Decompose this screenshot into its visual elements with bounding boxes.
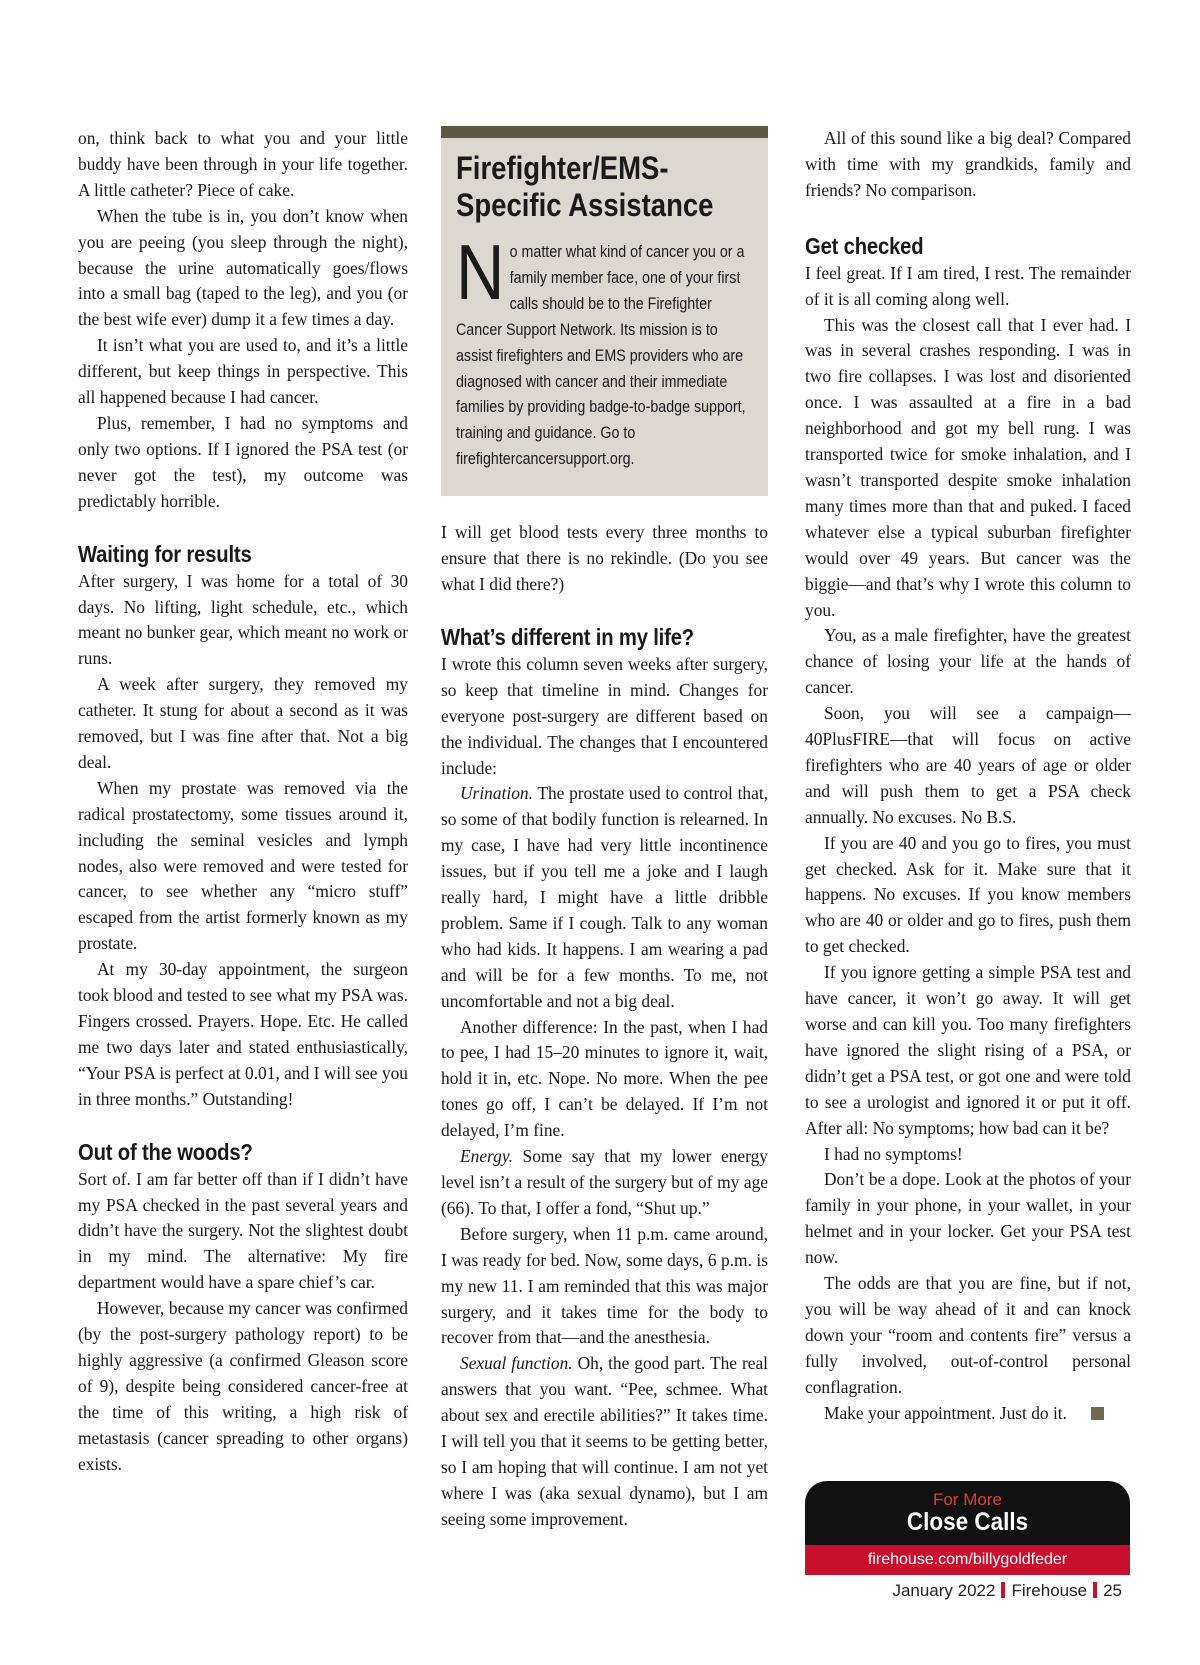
drop-cap: N [456,228,505,316]
end-mark-icon [1091,1407,1104,1420]
sidebar-text: o matter what kind of cancer you or a family member face, one of your first calls should be to the Firefighter Cancer Support Network. Its mission is to assist firefighters and EMS providers who are diagnosed with cancer and their immediate families by providing badge-to-badge support, training and guidance. Go to firefightercancersupport.org. [456,242,746,469]
subheading-waiting-for-results: Waiting for results [78,540,252,567]
page-footer [892,1581,1122,1601]
paragraph-text: Some say that my lower energy level isn’t a result of the surgery but of my age (66). To that, I offer a fond, “Shut up.” [441,1146,768,1218]
promo-title: Close Calls [906,1508,1029,1536]
paragraph: If you are 40 and you go to fires, you must get checked. Ask for it. Make sure that it happens. No excuses. If you know members who are 40 or older and go to fires, push them to get checked. [805,832,1131,957]
sidebar-box [441,126,768,496]
paragraph: I will get blood tests every three months to ensure that there is no rekindle. (Do you see what I did there?) [441,522,768,594]
paragraph [805,1401,1131,1427]
subheading-whats-different: What’s different in my life? [441,623,694,650]
paragraph: I wrote this column seven weeks after surgery, so keep that timeline in mind. Changes for everyone post-surgery are different based on the individual. The changes that I encountered include: [441,653,768,778]
paragraph: Another difference: In the past, when I had to pee, I had 15–20 minutes to ignore it, wait, hold it in, etc. Nope. No more. When the pee tones go off, I can’t be delayed. If I’m not delayed, I’m fine. [441,1016,768,1141]
paragraph: Plus, remember, I had no symptoms and only two options. If I ignored the PSA test (or never got the test), my outcome was predictably horrible. [78,412,408,511]
promo-pretitle: For More [933,1490,1002,1509]
paragraph [441,781,768,1014]
paragraph: I feel great. If I am tired, I rest. The remainder of it is all coming along well. [805,262,1131,309]
paragraph: It isn’t what you are used to, and it’s a little different, but keep things in perspective. This all happened because I had cancer. [78,335,408,408]
article-column-1 [78,126,408,1478]
paragraph: A week after surgery, they removed my catheter. It stung for about a second as it was removed, but I was fine after that. Not a big deal. [78,674,408,772]
paragraph: Soon, you will see a campaign—40PlusFIRE—that will focus on active firefighters who are 40 years of age or older and will push them to get a PSA check annually. No excuses. No B.S. [805,703,1131,827]
paragraph [441,1351,768,1532]
paragraph [441,1144,768,1222]
paragraph: However, because my cancer was confirmed (by the post-surgery pathology report) to be highly aggressive (a confirmed Gleason score of 9), despite being considered cancer-free at the time of this writing, a high risk of metastasis (cancer spreading to other organs) exists. [78,1298,408,1474]
page-number: 25 [1103,1581,1122,1600]
paragraph: When my prostate was removed via the radical prostatectomy, some tissues around it, including the seminal vesicles and lymph nodes, also were removed and were tested for cancer, to see whether any “micro stuff” escaped from the artist formerly known as my prostate. [78,777,408,954]
paragraph: If you ignore getting a simple PSA test and have cancer, it won’t go away. It will get worse and can kill you. Too many firefighters have ignored the slight rising of a PSA, or didn’t get a PSA test, or got one and were told to see a urologist and ignored it or put it off. After all: No symptoms; how bad can it be? [805,962,1131,1138]
paragraph-text: Oh, the good part. The real answers that you want. “Pee, schmee. What about sex and erectile abilities?” It takes time. I will tell you that it seems to be getting better, so I am hoping that will continue. I am not yet where I was (aka sexual dynamo), but I am seeing some improvement. [441,1353,769,1529]
footer-date: January 2022 [892,1581,996,1600]
paragraph-text: The prostate used to control that, so some of that bodily function is relearned. In my case, I have had very little incontinence issues, but if you tell me a joke and I laugh really hard, I might have a little dribble problem. Same if I cough. Talk to any woman who had kids. It happens. I am wearing a pad and will be for a few months. To me, not uncomfortable and not a big deal. [441,783,768,1011]
paragraph: When the tube is in, you don’t know when you are peeing (you sleep through the night), because the urine automatically goes/flows into a small bag (taped to the leg), and you (or the best wife ever) dump it a few times a day. [78,205,408,330]
paragraph: Before surgery, when 11 p.m. came around, I was ready for bed. Now, some days, 6 p.m. is my new 11. I am reminded that this was major surgery, and it takes time for the body to recover from that—and the anesthesia. [441,1223,768,1348]
paragraph: on, think back to what you and your little buddy have been through in your life together. A little catheter? Piece of cake. [78,128,408,200]
run-in-heading: Sexual function. [460,1353,573,1374]
sidebar-title-line-2: Specific Assistance [456,187,714,223]
sidebar-body-wrap [456,228,753,472]
paragraph: All of this sound like a big deal? Compared with time with my grandkids, family and friends? No comparison. [805,128,1131,200]
promo-url-link[interactable]: firehouse.com/billygoldfeder [805,1545,1130,1575]
article-column-3 [805,126,1131,1427]
paragraph: I had no symptoms! [824,1143,963,1164]
sidebar-title [456,150,714,224]
run-in-heading: Urination. [460,783,533,804]
subheading-get-checked: Get checked [805,232,924,259]
separator-bar-icon [1001,1582,1005,1598]
paragraph: Sort of. I am far better off than if I didn’t have my PSA checked in the past several years and didn’t have the surgery. Not the slightest doubt in my mind. The alternative: My fire department would have a spare chief’s car. [78,1168,408,1293]
footer-magazine: Firehouse [1011,1581,1088,1600]
paragraph: You, as a male firefighter, have the greatest chance of losing your life at the hands of cancer. [805,625,1131,698]
sidebar-body [456,228,753,472]
paragraph: Don’t be a dope. Look at the photos of your family in your phone, in your wallet, in your helmet and in your locker. Get your PSA test now. [805,1169,1131,1268]
subheading-out-of-the-woods: Out of the woods? [78,1138,253,1165]
paragraph: After surgery, I was home for a total of 30 days. No lifting, light schedule, etc., which meant no bunker gear, which meant no work or runs. [78,570,408,669]
paragraph: This was the closest call that I ever had. I was in several crashes responding. I was in two fire collapses. I was lost and disoriented once. I was assaulted at a fire in a bad neighborhood and got my bell rung. I was transported twice for smoke inhalation, and I wasn’t transported despite smoke inhalation many times more than that and puked. I faced whatever else a typical suburban firefighter would over 49 years. But cancer was the biggie—and that’s why I wrote this column to you. [805,314,1131,620]
paragraph: At my 30-day appointment, the surgeon took blood and tested to see what my PSA was. Fingers crossed. Prayers. Hope. Etc. He called me two days later and stated enthusiastically, “Your PSA is perfect at 0.01, and I will see you in three months.” Outstanding! [78,959,408,1109]
run-in-heading: Energy. [460,1146,513,1167]
paragraph-text: Make your appointment. Just do it. [824,1402,1067,1423]
separator-bar-icon [1093,1582,1097,1598]
close-calls-promo[interactable] [805,1481,1130,1575]
article-column-2 [441,126,768,1533]
paragraph: The odds are that you are fine, but if not, you will be way ahead of it and can knock down your “room and contents fire” versus a fully involved, out-of-control personal conflagration. [805,1273,1131,1397]
sidebar-title-line-1: Firefighter/EMS- [456,150,669,186]
